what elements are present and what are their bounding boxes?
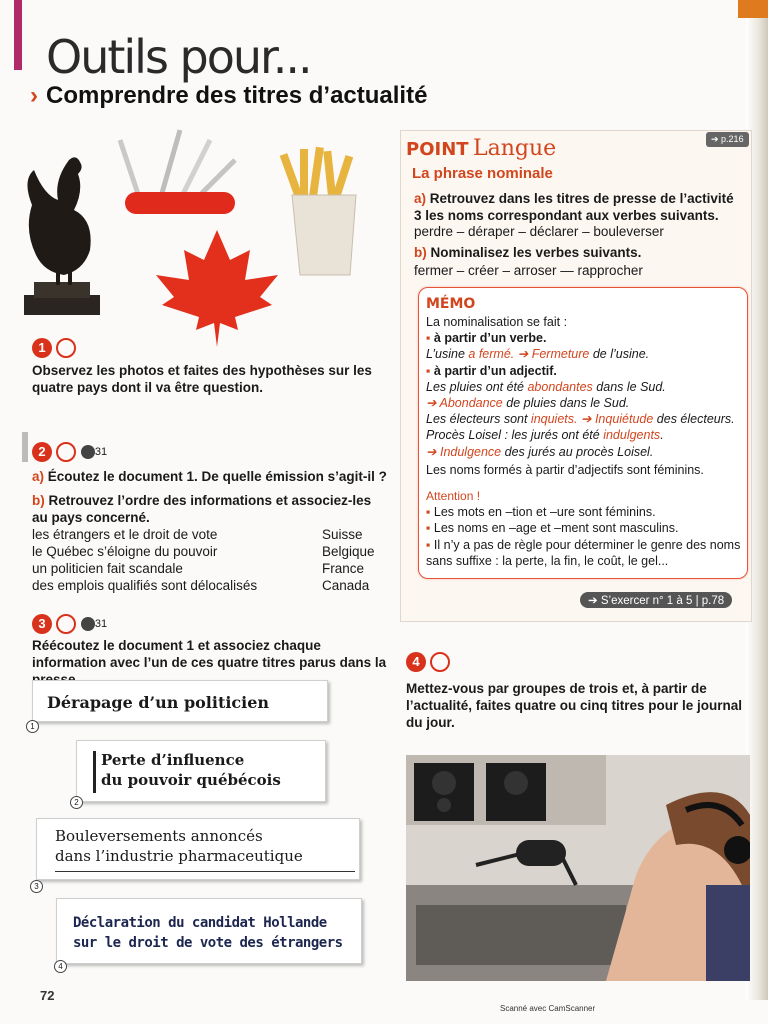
exercise-number: 4 — [406, 652, 426, 672]
headline-number: 3 — [30, 880, 43, 893]
memo-intro: La nominalisation se fait : — [426, 315, 568, 329]
ear-icon — [56, 614, 76, 634]
memo-rule: Les noms en –age et –ment sont masculins. — [433, 521, 679, 536]
group-icon — [430, 652, 450, 672]
arrow-right-icon: ➔ — [426, 396, 437, 411]
exercise2-b — [32, 492, 372, 526]
headline-text: du pouvoir québécois — [101, 771, 281, 789]
headline-text: Perte d’influence — [101, 751, 245, 769]
headline-card — [36, 818, 360, 880]
item-text: Nominalisez les verbes suivants. — [430, 245, 642, 260]
example-text: Les pluies ont été — [426, 379, 528, 394]
info-list — [32, 526, 282, 594]
headline-text: dans l’industrie pharmaceutique — [55, 847, 303, 865]
list-item: Suisse — [322, 527, 363, 542]
headline-text: sur le droit de vote des étrangers — [73, 935, 343, 951]
ear-icon — [56, 442, 76, 462]
exercise1-header — [32, 338, 76, 358]
radio-studio-photo — [406, 755, 750, 981]
example-text: Procès Loisel : les jurés ont été — [426, 428, 604, 443]
exercise-number: 1 — [32, 338, 52, 358]
point-a — [414, 190, 744, 224]
item-label: b) — [414, 245, 427, 260]
example-highlight: indulgents — [603, 428, 661, 443]
list-item: les étrangers et le droit de vote — [32, 527, 218, 542]
country-list — [322, 526, 392, 594]
exercise3-header — [32, 614, 107, 634]
memo-body: La nominalisation se fait : ▪ à partir d’un verbe. L’usine a fermé. ➔ Fermeture de l’usine. ▪ à partir d’un adjectif. Les pluies ont été abondantes dans le Sud. ➔ Abondance de pluies dans le Sud. Les électeurs sont inquiets. ➔ Inquiétude des électeurs. Procès Loisel : les jurés ont été indulgents. ➔ Indulgence des jurés au procès Loisel. Les noms formés à partir d’adjectifs sont féminins. Attention ! ▪ Les mots en –tion et –ure sont féminins. ▪ Les noms en –age et –ment sont masculins. ▪ Il n’y a pas de règle pour déterminer le genre des noms sans suffixe : la perte, la fin, le coût, le gel... — [426, 315, 741, 568]
rule-heading: à partir d’un adjectif. — [433, 363, 557, 378]
memo-rule: Les noms formés à partir d’adjectifs sont féminins. — [426, 462, 704, 477]
example-highlight: Fermeture — [531, 347, 590, 362]
page-subtitle — [30, 82, 427, 110]
example-highlight: a fermé. — [468, 347, 515, 362]
page-number: 72 — [40, 988, 55, 1003]
chapter-color-bar — [14, 0, 22, 70]
chevron-right-icon: › — [30, 82, 38, 109]
subtitle-text: Comprendre des titres d’actualité — [46, 82, 428, 109]
example-text: dans le Sud. — [592, 379, 666, 394]
button-label: S’exercer n° 1 à 5 | p.78 — [600, 595, 725, 607]
exercise2-a — [32, 468, 392, 485]
item-text: Écoutez le document 1. De quelle émission s’agit-il ? — [47, 469, 387, 484]
headline-text: Déclaration du candidat Hollande — [73, 915, 327, 931]
book-icon — [56, 338, 76, 358]
exercise-number: 2 — [32, 442, 52, 462]
example-highlight: abondantes — [527, 379, 593, 394]
exercise2-header — [32, 442, 107, 462]
headline-card — [76, 740, 326, 802]
swiss-army-knife-image — [100, 120, 250, 230]
page-ref: p.216 — [721, 134, 744, 144]
list-item: un politicien fait scandale — [32, 561, 183, 576]
headline-card — [32, 680, 328, 722]
headline-number: 4 — [54, 960, 67, 973]
headline-number: 2 — [70, 796, 83, 809]
headline-card — [56, 898, 362, 964]
track-number: 31 — [94, 618, 108, 630]
example-highlight: Indulgence — [439, 444, 502, 459]
track-number: 31 — [94, 446, 108, 458]
exercise4-header — [406, 652, 450, 672]
margin-marker — [22, 432, 28, 462]
langue-label: Langue — [473, 136, 557, 161]
list-item: France — [322, 561, 365, 576]
item-label: a) — [414, 191, 427, 206]
item-text: Retrouvez dans les titres de presse de l’activité 3 les noms correspondant aux verbes suivants. — [414, 191, 734, 223]
corner-tab — [738, 0, 768, 18]
example-text: des jurés au procès Loisel. — [501, 444, 654, 459]
list-item: Canada — [322, 578, 370, 593]
headline-text: Dérapage d’un politicien — [47, 693, 270, 712]
exercise1-instruction: Observez les photos et faites des hypothèses sur les quatre pays dont il va être question. — [32, 363, 372, 395]
scanner-watermark: Scanné avec CamScanner — [500, 1004, 596, 1013]
memo-rule: Il n’y a pas de règle pour déterminer le genre des noms sans suffixe : la perte, la fin, le coût, le gel... — [426, 537, 741, 568]
rooster-statue-image — [14, 150, 114, 320]
rule-heading: à partir d’un verbe. — [433, 331, 547, 346]
example-text: L’usine — [426, 347, 469, 362]
exercise3-instruction: Réécoutez le document 1 et associez chaque information avec l’un de ces quatre titres parus dans la — [32, 638, 387, 670]
section-heading: La phrase nominale — [412, 165, 553, 182]
maple-leaf-image — [150, 225, 285, 350]
exercise4-instruction: Mettez-vous par groupes de trois et, à partir de l’actualité, faites quatre ou cinq titres pour le journal du jour. — [406, 681, 743, 730]
point-langue-header — [406, 136, 556, 161]
list-item: le Québec s’éloigne du pouvoir — [32, 544, 218, 559]
exercise-link-button[interactable] — [580, 592, 732, 608]
example-highlight: Abondance — [439, 396, 503, 411]
point-b — [414, 244, 641, 261]
example-text: de l’usine. — [589, 347, 650, 362]
arrow-right-icon: ➔ — [711, 134, 722, 144]
french-fries-image — [278, 145, 368, 280]
cd-icon — [81, 445, 95, 459]
example-text: . — [660, 428, 664, 443]
point-label: POINT — [406, 139, 469, 160]
headline-number: 1 — [26, 720, 39, 733]
attention-label: Attention ! — [426, 489, 481, 504]
example-highlight: inquiets. — [530, 412, 578, 427]
verb-list-a: perdre – déraper – déclarer – bouleverser — [414, 224, 664, 239]
exercise-number: 3 — [32, 614, 52, 634]
page-title: Outils pour... — [46, 30, 311, 84]
memo-rule: Les mots en –tion et –ure sont féminins. — [433, 505, 656, 520]
underline-rule — [55, 871, 355, 872]
rule-bar — [93, 751, 96, 793]
item-label: a) — [32, 469, 45, 484]
list-item: Belgique — [322, 544, 375, 559]
memo-title: MÉMO — [426, 296, 476, 312]
example-text: de pluies dans le Sud. — [502, 396, 630, 411]
example-text: des électeurs. — [653, 412, 735, 427]
arrow-right-icon: ➔ — [580, 412, 592, 427]
headline-text: Bouleversements annoncés — [55, 827, 263, 845]
arrow-right-icon: ➔ — [517, 347, 529, 362]
cd-icon — [81, 617, 95, 631]
arrow-right-icon: ➔ — [426, 444, 437, 459]
arrow-right-icon: ➔ — [588, 595, 601, 607]
list-item: des emplois qualifiés sont délocalisés — [32, 578, 258, 593]
verb-list-b: fermer – créer – arroser — rapprocher — [414, 263, 643, 278]
example-text: Les électeurs sont — [426, 412, 531, 427]
item-label: b) — [32, 493, 45, 508]
item-text: Retrouvez l’ordre des informations et associez-les au pays concerné. — [32, 493, 372, 525]
example-highlight: Inquiétude — [594, 412, 654, 427]
page-ref-badge — [706, 132, 749, 147]
